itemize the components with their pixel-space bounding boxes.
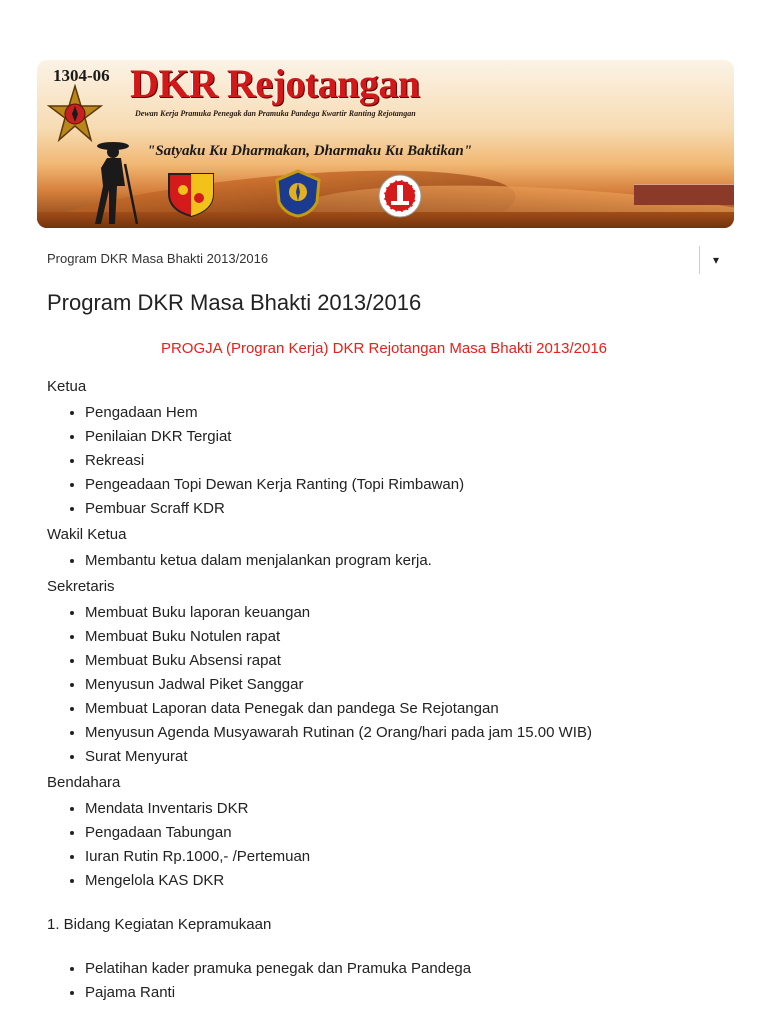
list-sekretaris	[47, 601, 737, 769]
list-item: • Pajama Ranti	[85, 981, 737, 1005]
list-bidang	[47, 957, 737, 1005]
list-item: • Mengelola KAS DKR	[85, 869, 737, 893]
red-gear-emblem-icon	[377, 173, 423, 219]
list-item: • Mendata Inventaris DKR	[85, 797, 737, 821]
list-item: • Pelatihan kader pramuka penegak dan Pramuka Pandega	[85, 957, 737, 981]
banner-subtitle: Dewan Kerja Pramuka Penegak dan Pramuka Pandega Kwartir Ranting Rejotangan	[135, 109, 416, 118]
list-item: • Membantu ketua dalam menjalankan program kerja.	[85, 549, 737, 573]
list-item: • Menyusun Jadwal Piket Sanggar	[85, 673, 737, 697]
breadcrumb[interactable]: Program DKR Masa Bhakti 2013/2016	[47, 251, 269, 266]
spacer	[47, 895, 737, 913]
blue-gold-emblem-icon	[273, 168, 323, 218]
breadcrumb-divider	[699, 246, 700, 274]
banner-title: DKR Rejotangan	[130, 61, 420, 106]
list-item: • Penilaian DKR Tergiat	[85, 425, 737, 449]
list-bendahara	[47, 797, 737, 893]
section-heading-ketua: Ketua	[47, 378, 87, 395]
breadcrumb-bar	[0, 244, 768, 276]
list-item: • Membuat Laporan data Penegak dan pandega Se Rejotangan	[85, 697, 737, 721]
list-item: • Iuran Rutin Rp.1000,- /Pertemuan	[85, 845, 737, 869]
banner-code: 1304-06	[53, 66, 110, 85]
scout-silhouette-icon	[87, 138, 143, 226]
banner-motto: "Satyaku Ku Dharmakan, Dharmaku Ku Baktikan"	[147, 143, 473, 159]
list-item: • Rekreasi	[85, 449, 737, 473]
list-item: • Membuat Buku Notulen rapat	[85, 625, 737, 649]
list-wakil-ketua	[47, 549, 737, 573]
header-banner	[37, 60, 734, 228]
list-item: • Menyusun Agenda Musyawarah Rutinan (2 Orang/hari pada jam 15.00 WIB)	[85, 721, 737, 745]
red-yellow-shield-icon	[165, 168, 217, 218]
list-item: • Membuat Buku Absensi rapat	[85, 649, 737, 673]
list-item: • Pengadaan Hem	[85, 401, 737, 425]
section-heading-bendahara: Bendahara	[47, 774, 121, 791]
list-ketua	[47, 401, 737, 521]
star-emblem-icon	[45, 84, 105, 144]
chevron-down-icon[interactable]: ▾	[712, 253, 720, 267]
list-item: • Surat Menyurat	[85, 745, 737, 769]
page-subtitle: PROGJA (Progran Kerja) DKR Rejotangan Masa Bhakti 2013/2016	[160, 340, 608, 357]
list-item: • Pembuar Scraff KDR	[85, 497, 737, 521]
spacer	[47, 937, 737, 955]
article-content	[47, 375, 737, 1007]
banner-bar	[634, 184, 734, 205]
list-item: • Pengeadaan Topi Dewan Kerja Ranting (Topi Rimbawan)	[85, 473, 737, 497]
section-heading-sekretaris: Sekretaris	[47, 578, 115, 595]
list-item: • Membuat Buku laporan keuangan	[85, 601, 737, 625]
section-heading-wakil-ketua: Wakil Ketua	[47, 526, 127, 543]
page-title: Program DKR Masa Bhakti 2013/2016	[47, 290, 422, 315]
list-item: • Pengadaan Tabungan	[85, 821, 737, 845]
section-heading-bidang: 1. Bidang Kegiatan Kepramukaan	[47, 916, 272, 933]
